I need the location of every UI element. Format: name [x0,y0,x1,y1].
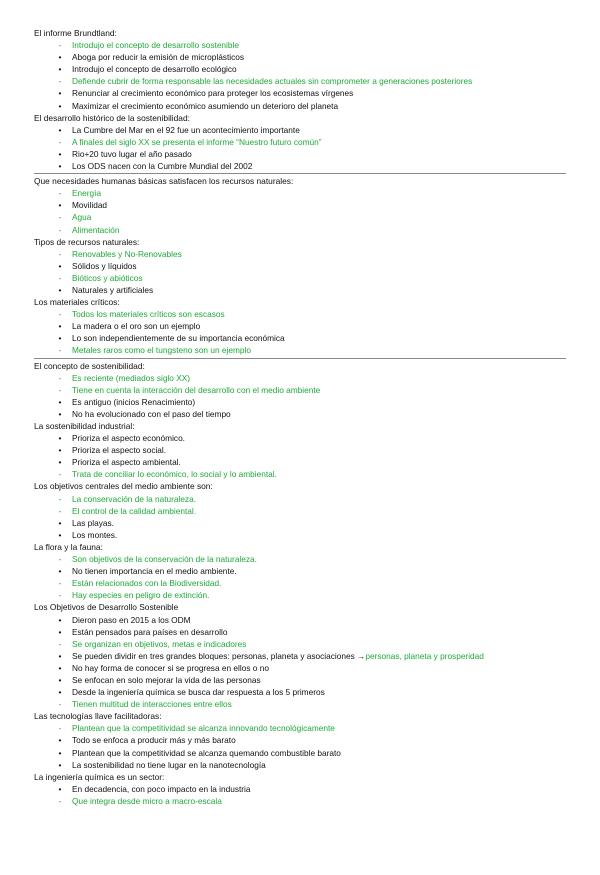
option-text: Están pensados para países en desarrollo [72,626,228,637]
dash-bullet: - [58,469,62,480]
option-text: Energía [72,188,102,199]
option-text: Defiende cubrir de forma responsable las necesidades actuales sin comprometer a generaciones posteriores [72,76,473,87]
dash-bullet: - [58,384,62,395]
question-text: Los objetivos centrales del medio ambiente son: [34,481,213,492]
answer-option-correct [58,308,600,320]
answer-option [58,650,600,662]
question-block [0,360,600,420]
option-text: Rio+20 tuvo lugar el año pasado [72,148,192,159]
square-bullet: • [58,52,62,63]
square-bullet: • [58,687,62,698]
option-text: A finales del siglo XX se presenta el informe “Nuestro futuro común” [72,136,322,147]
dash-bullet: - [58,699,62,710]
square-bullet: • [58,735,62,746]
square-bullet: • [58,650,62,661]
option-text: Prioriza el aspecto social. [72,445,167,456]
answer-option [58,100,600,112]
option-text: Se pueden dividir en tres grandes bloques: personas, planeta y asociaciones [72,650,358,661]
option-text: Todo se enfoca a producir más y más barato [72,735,236,746]
question-text: La sostenibilidad industrial: [34,421,135,431]
option-text: Los montes. [72,529,118,540]
question-text: Las tecnologías llave facilitadoras: [34,711,162,722]
square-bullet: • [58,626,62,637]
option-text: La madera o el oro son un ejemplo [72,321,201,332]
dash-bullet: - [58,590,62,601]
option-text: Dieron paso en 2015 a los ODM [72,614,191,625]
dash-bullet: - [58,554,62,565]
option-text: Son objetivos de la conservación de la naturaleza. [72,554,257,565]
arrow-right-icon: → [357,650,366,661]
answer-option-correct [58,553,600,565]
answer-option-correct [58,795,600,807]
square-bullet: • [58,88,62,99]
answer-option [58,759,600,771]
section-divider [34,173,566,174]
answer-option [58,124,600,136]
answer-option [58,199,600,211]
option-text: Plantean que la competitividad se alcanza innovando tecnológicamente [72,723,335,734]
square-bullet: • [58,662,62,673]
section-divider [34,358,566,359]
option-text: Que integra desde micro a macro-escala [72,795,222,806]
dash-bullet: - [58,224,62,235]
option-text: Maximizar el crecimiento económico asumiendo un deterioro del planeta [72,100,339,111]
answer-option [58,747,600,759]
dash-bullet: - [58,76,62,87]
dash-bullet: - [58,40,62,51]
answer-option-correct [58,187,600,199]
square-bullet: • [58,100,62,111]
answer-option [58,87,600,99]
dash-bullet: - [58,188,62,199]
answer-option [58,686,600,698]
option-text: Prioriza el aspecto ambiental. [72,457,181,468]
square-bullet: • [58,674,62,685]
square-bullet: • [58,260,62,271]
square-bullet: • [58,200,62,211]
question-block [0,27,600,112]
answer-option-correct [58,39,600,51]
answer-option [58,662,600,674]
square-bullet: • [58,445,62,456]
dash-bullet: - [58,372,62,383]
option-text: La sostenibilidad no tiene lugar en la nanotecnología [72,759,266,770]
square-bullet: • [58,333,62,344]
question-block [0,710,600,770]
dash-bullet: - [58,272,62,283]
answer-option [58,51,600,63]
answer-option [58,783,600,795]
square-bullet: • [58,64,62,75]
square-bullet: • [58,747,62,758]
answer-option-correct [58,272,600,284]
question-text: Que necesidades humanas básicas satisfacen los recursos naturales: [34,176,294,187]
correction-text: personas, planeta y prosperidad [365,650,484,661]
square-bullet: • [58,517,62,528]
option-text: Los ODS nacen con la Cumbre Mundial del 2002 [72,161,253,172]
square-bullet: • [58,457,62,468]
square-bullet: • [58,614,62,625]
square-bullet: • [58,148,62,159]
option-text: Movilidad [72,200,108,211]
answer-option-correct [58,698,600,710]
answer-option [58,565,600,577]
dash-bullet: - [58,212,62,223]
option-text: Prioriza el aspecto económico. [72,433,185,444]
answer-option-correct [58,468,600,480]
dash-bullet: - [58,638,62,649]
square-bullet: • [58,321,62,332]
square-bullet: • [58,433,62,444]
answer-option [58,734,600,746]
question-text: La ingeniería química es un sector: [34,771,165,782]
answer-option [58,396,600,408]
dash-bullet: - [58,505,62,516]
answer-option-correct [58,75,600,87]
question-block [0,175,600,235]
answer-option [58,456,600,468]
option-text: Trata de conciliar lo económico, lo social y lo ambiental. [72,469,277,480]
answer-option [58,284,600,296]
answer-option-correct [58,638,600,650]
question-block [0,480,600,540]
question-block [0,420,600,480]
dash-bullet: - [58,578,62,589]
option-text: Desde la ingeniería química se busca dar respuesta a los 5 primeros [72,687,325,698]
option-text: El control de la calidad ambiental. [72,505,197,516]
option-text: Las playas. [72,517,114,528]
answer-option-correct [58,248,600,260]
answer-option-correct [58,384,600,396]
option-text: La conservación de la naturaleza. [72,493,197,504]
answer-option-correct [58,589,600,601]
square-bullet: • [58,284,62,295]
answer-option [58,320,600,332]
answer-option [58,674,600,686]
option-text: Se organizan en objetivos, metas e indicadores [72,638,247,649]
option-text: Están relacionados con la Biodiversidad. [72,578,222,589]
question-text: Los Objetivos de Desarrollo Sostenible [34,602,179,613]
answer-option-correct [58,224,600,236]
option-text: Alimentación [72,224,120,235]
dash-bullet: - [58,723,62,734]
answer-option-correct [58,344,600,356]
option-text: Plantean que la competitividad se alcanza quemando combustible barato [72,747,341,758]
answer-option [58,332,600,344]
dash-bullet: - [58,795,62,806]
answer-option [58,626,600,638]
answer-option-correct [58,211,600,223]
dash-bullet: - [58,493,62,504]
option-text: Bióticos y abióticos [72,272,143,283]
option-text: Todos los materiales críticos son escasos [72,309,225,320]
answer-option-correct [58,577,600,589]
option-text: Hay especies en peligro de extinción. [72,590,210,601]
square-bullet: • [58,408,62,419]
answer-option [58,63,600,75]
question-block [0,771,600,807]
dash-bullet: - [58,309,62,320]
question-text: Los materiales críticos: [34,297,120,308]
square-bullet: • [58,759,62,770]
option-text: Es antiguo (inicios Renacimiento) [72,396,196,407]
option-text: Aboga por reducir la emisión de microplásticos [72,52,245,63]
option-text: Metales raros como el tungsteno son un ejemplo [72,345,251,356]
square-bullet: • [58,783,62,794]
option-text: Naturales y artificiales [72,284,154,295]
dash-bullet: - [58,248,62,259]
answer-option [58,614,600,626]
option-text: Agua [72,212,92,223]
option-text: No hay forma de conocer si se progresa en ellos o no [72,662,269,673]
answer-option-correct [58,493,600,505]
square-bullet: • [58,161,62,172]
option-text: No ha evolucionado con el paso del tiempo [72,408,231,419]
answer-option-correct [58,136,600,148]
dash-bullet: - [58,345,62,356]
option-text: Se enfocan en solo mejorar la vida de las personas [72,674,261,685]
square-bullet: • [58,124,62,135]
question-text: El desarrollo histórico de la sostenibilidad: [34,112,190,123]
question-block [0,541,600,601]
option-text: Sólidos y líquidos [72,260,137,271]
option-text: No tienen importancia en el medio ambiente. [72,566,237,577]
option-text: Renunciar al crecimiento económico para proteger los ecosistemas vírgenes [72,88,354,99]
square-bullet: • [58,396,62,407]
answer-option [58,517,600,529]
option-text: En decadencia, con poco impacto en la industria [72,783,251,794]
square-bullet: • [58,529,62,540]
question-block [0,236,600,296]
answer-option-correct [58,722,600,734]
question-text: Tipos de recursos naturales: [34,236,140,247]
question-block [0,296,600,358]
answer-option [58,444,600,456]
square-bullet: • [58,566,62,577]
question-block [0,112,600,174]
answer-option [58,260,600,272]
answer-option [58,160,600,172]
answer-option [58,432,600,444]
option-text: Tienen multitud de interacciones entre ellos [72,699,232,710]
option-text: Tiene en cuenta la interacción del desarrollo con el medio ambiente [72,384,321,395]
answer-option [58,408,600,420]
option-text: Es reciente (mediados siglo XX) [72,372,191,383]
option-text: Introdujo el concepto de desarrollo ecológico [72,64,237,75]
answer-option [58,529,600,541]
answer-option-correct [58,372,600,384]
option-text: Renovables y No-Renovables [72,248,182,259]
question-text: El concepto de sostenibilidad: [34,360,145,371]
answer-option-correct [58,505,600,517]
question-block [0,601,600,710]
option-text: Lo son independientemente de su importancia económica [72,333,285,344]
option-text: La Cumbre del Mar en el 92 fue un acontecimiento importante [72,124,300,135]
question-text: El informe Brundtland: [34,28,117,38]
question-text: La flora y la fauna: [34,541,103,552]
option-text: Introdujo el concepto de desarrollo sostenible [72,40,239,51]
answer-option [58,148,600,160]
dash-bullet: - [58,136,62,147]
